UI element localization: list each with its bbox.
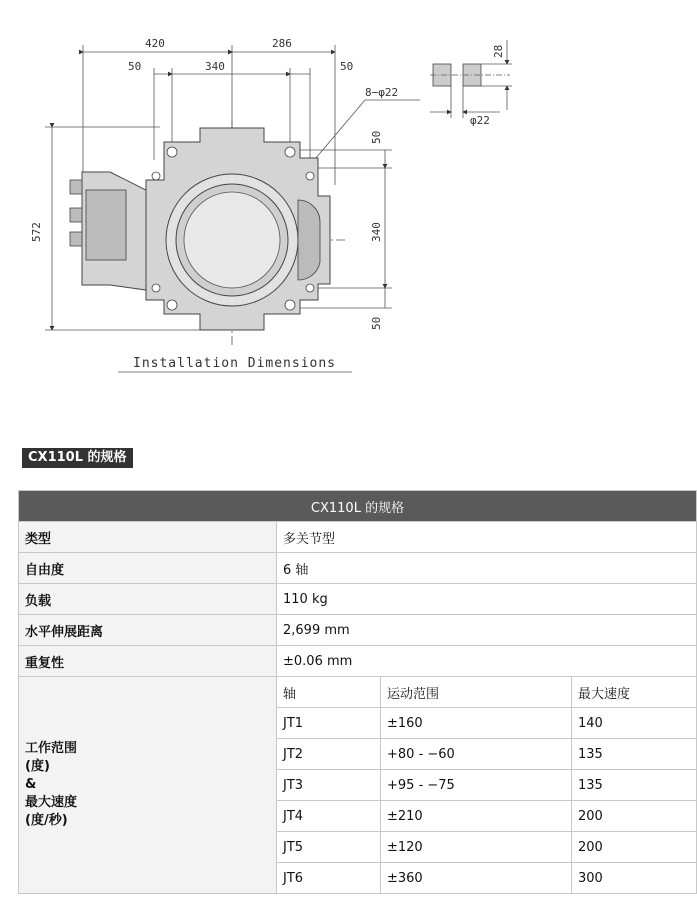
speed: 135 <box>572 770 697 801</box>
row-value: 2,699 mm <box>277 615 697 646</box>
range: ±120 <box>381 832 572 863</box>
drawing-caption: Installation Dimensions <box>133 356 337 371</box>
dim-340-right: 340 <box>370 222 383 242</box>
dim-572: 572 <box>30 222 43 242</box>
row-key: 自由度 <box>19 553 277 584</box>
dim-340-top: 340 <box>205 60 225 73</box>
range: +95 - −75 <box>381 770 572 801</box>
axis: JT2 <box>277 739 381 770</box>
range-key <box>19 677 277 894</box>
row-key: 负载 <box>19 584 277 615</box>
dim-286: 286 <box>272 37 292 50</box>
range: ±360 <box>381 863 572 894</box>
row-value: 多关节型 <box>277 522 697 553</box>
dim-50-r-bottom: 50 <box>370 316 383 330</box>
col-axis: 轴 <box>277 677 381 708</box>
range: ±160 <box>381 708 572 739</box>
installation-drawing <box>0 0 697 400</box>
col-speed: 最大速度 <box>572 677 697 708</box>
spec-table <box>18 490 697 894</box>
col-range: 运动范围 <box>381 677 572 708</box>
axis: JT3 <box>277 770 381 801</box>
row-value: 6 轴 <box>277 553 697 584</box>
range: +80 - −60 <box>381 739 572 770</box>
dim-50-right: 50 <box>340 60 354 73</box>
table-row <box>19 584 697 615</box>
dim-50-left: 50 <box>128 60 142 73</box>
axis: JT5 <box>277 832 381 863</box>
table-row <box>19 646 697 677</box>
hole-label: 8−φ22 <box>365 86 399 99</box>
speed: 200 <box>572 832 697 863</box>
dim-50-r-top: 50 <box>370 130 383 144</box>
range-key-line: 最大速度 <box>25 795 78 810</box>
range-key-line: & <box>25 777 37 792</box>
speed: 135 <box>572 739 697 770</box>
row-key: 水平伸展距离 <box>19 615 277 646</box>
section-tag: CX110L 的规格 <box>22 448 133 468</box>
range-header-row <box>19 677 697 708</box>
row-key: 重复性 <box>19 646 277 677</box>
speed: 200 <box>572 801 697 832</box>
range-key-line: 工作范围 <box>25 741 78 756</box>
speed: 140 <box>572 708 697 739</box>
speed: 300 <box>572 863 697 894</box>
dim-420: 420 <box>145 37 165 50</box>
range: ±210 <box>381 801 572 832</box>
axis: JT4 <box>277 801 381 832</box>
axis: JT6 <box>277 863 381 894</box>
axis: JT1 <box>277 708 381 739</box>
table-row <box>19 615 697 646</box>
table-row <box>19 553 697 584</box>
row-value: ±0.06 mm <box>277 646 697 677</box>
row-value: 110 kg <box>277 584 697 615</box>
range-key-line: (度) <box>25 759 50 774</box>
table-row <box>19 522 697 553</box>
detail-phi22: φ22 <box>470 114 490 127</box>
table-header: CX110L 的规格 <box>19 491 697 522</box>
detail-28: 28 <box>492 44 505 58</box>
row-key: 类型 <box>19 522 277 553</box>
range-key-line: (度/秒) <box>25 813 68 828</box>
